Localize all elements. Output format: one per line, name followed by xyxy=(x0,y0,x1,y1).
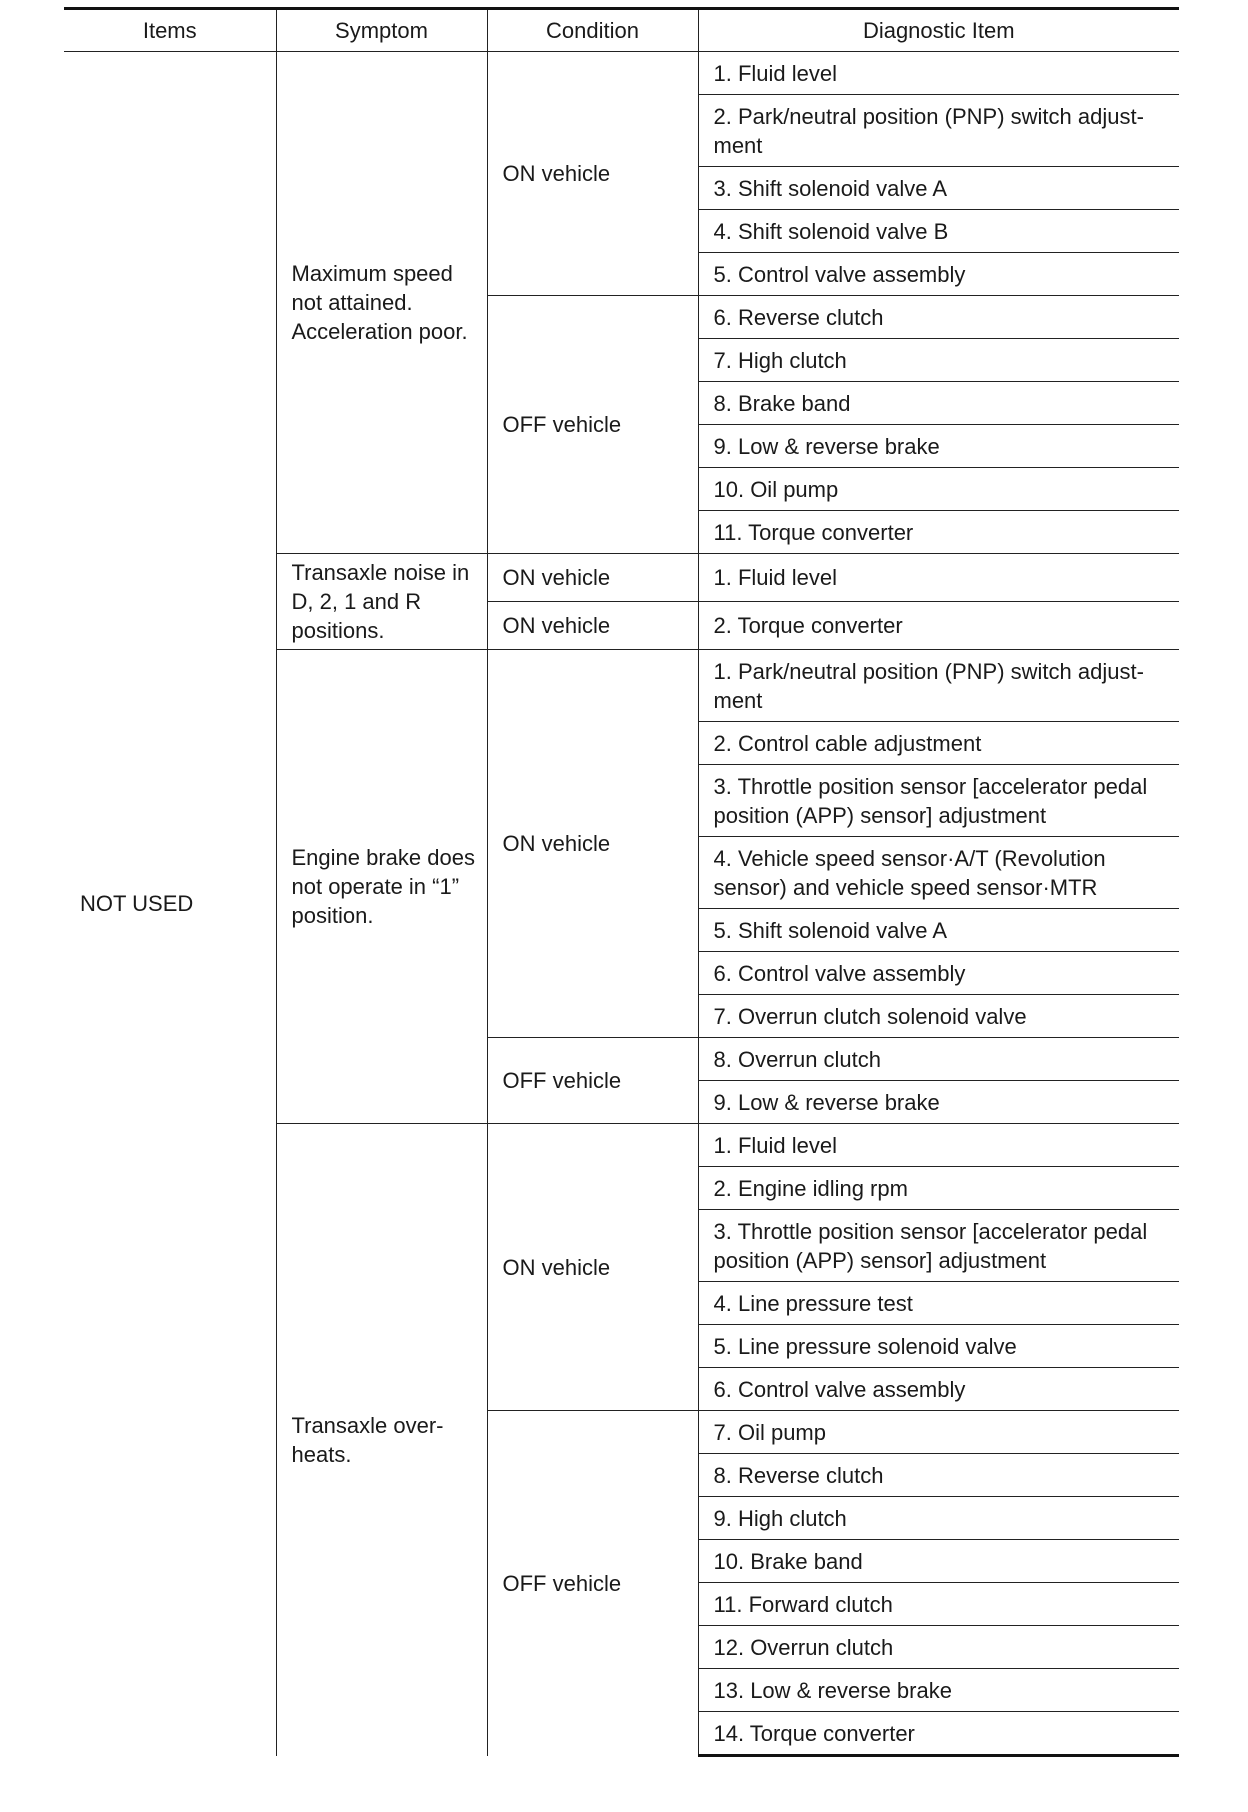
diagnostic-item-cell: 3. Shift solenoid valve A xyxy=(698,167,1179,210)
symptom-cell: Engine brake does not operate in “1” position. xyxy=(276,650,487,1124)
header-symptom: Symptom xyxy=(276,9,487,52)
diagnostic-item-cell: 10. Brake band xyxy=(698,1540,1179,1583)
diagnostic-item-cell: 2. Control cable adjustment xyxy=(698,722,1179,765)
diagnostic-item-cell: 3. Throttle position sensor [accelerator pedal position (APP) sensor] adjustment xyxy=(698,765,1179,837)
items-cell: NOT USED xyxy=(64,52,276,1756)
diagnostic-item-cell: 2. Park/neutral position (PNP) switch adjust-ment xyxy=(698,95,1179,167)
condition-cell: ON vehicle xyxy=(487,1124,698,1411)
symptom-cell: Transaxle noise in D, 2, 1 and R positions. xyxy=(276,554,487,650)
diagnostic-item-cell: 3. Throttle position sensor [accelerator pedal position (APP) sensor] adjustment xyxy=(698,1210,1179,1282)
diagnostic-item-cell: 6. Control valve assembly xyxy=(698,1368,1179,1411)
diagnostic-item-cell: 5. Shift solenoid valve A xyxy=(698,909,1179,952)
diagnostic-item-cell: 9. Low & reverse brake xyxy=(698,425,1179,468)
header-row xyxy=(64,9,1179,52)
diagnostic-item-cell: 13. Low & reverse brake xyxy=(698,1669,1179,1712)
diagnostic-item-cell: 1. Fluid level xyxy=(698,1124,1179,1167)
table-row xyxy=(64,52,1179,95)
diagnostic-item-cell: 8. Reverse clutch xyxy=(698,1454,1179,1497)
diagnostic-item-cell: 5. Control valve assembly xyxy=(698,253,1179,296)
condition-cell: OFF vehicle xyxy=(487,1038,698,1124)
diagnostic-item-cell: 11. Forward clutch xyxy=(698,1583,1179,1626)
symptom-cell: Transaxle over-heats. xyxy=(276,1124,487,1756)
condition-cell: ON vehicle xyxy=(487,52,698,296)
diagnostic-item-cell: 1. Fluid level xyxy=(698,554,1179,602)
header-condition: Condition xyxy=(487,9,698,52)
diagnostic-item-cell: 7. Oil pump xyxy=(698,1411,1179,1454)
diagnostic-item-cell: 2. Torque converter xyxy=(698,602,1179,650)
diagnostic-item-cell: 9. High clutch xyxy=(698,1497,1179,1540)
diagnostic-item-cell: 4. Shift solenoid valve B xyxy=(698,210,1179,253)
diagnostic-table xyxy=(64,7,1179,1757)
condition-cell: OFF vehicle xyxy=(487,296,698,554)
diagnostic-item-cell: 11. Torque converter xyxy=(698,511,1179,554)
diagnostic-item-cell: 1. Park/neutral position (PNP) switch adjust-ment xyxy=(698,650,1179,722)
diagnostic-item-cell: 7. Overrun clutch solenoid valve xyxy=(698,995,1179,1038)
diagnostic-item-cell: 14. Torque converter xyxy=(698,1712,1179,1756)
condition-cell: ON vehicle xyxy=(487,554,698,602)
diagnostic-item-cell: 6. Control valve assembly xyxy=(698,952,1179,995)
diagnostic-item-cell: 9. Low & reverse brake xyxy=(698,1081,1179,1124)
diagnostic-item-cell: 12. Overrun clutch xyxy=(698,1626,1179,1669)
symptom-cell: Maximum speed not attained. Acceleration poor. xyxy=(276,52,487,554)
diagnostic-item-cell: 5. Line pressure solenoid valve xyxy=(698,1325,1179,1368)
header-items: Items xyxy=(64,9,276,52)
condition-cell: ON vehicle xyxy=(487,602,698,650)
table-body xyxy=(64,52,1179,1756)
diagnostic-item-cell: 8. Overrun clutch xyxy=(698,1038,1179,1081)
header-diagnostic-item: Diagnostic Item xyxy=(698,9,1179,52)
diagnostic-item-cell: 10. Oil pump xyxy=(698,468,1179,511)
diagnostic-item-cell: 7. High clutch xyxy=(698,339,1179,382)
diagnostic-item-cell: 4. Vehicle speed sensor·A/T (Revolution sensor) and vehicle speed sensor·MTR xyxy=(698,837,1179,909)
condition-cell: ON vehicle xyxy=(487,650,698,1038)
diagnostic-item-cell: 8. Brake band xyxy=(698,382,1179,425)
condition-cell: OFF vehicle xyxy=(487,1411,698,1756)
diagnostic-item-cell: 1. Fluid level xyxy=(698,52,1179,95)
diagnostic-item-cell: 4. Line pressure test xyxy=(698,1282,1179,1325)
diagnostic-item-cell: 2. Engine idling rpm xyxy=(698,1167,1179,1210)
diagnostic-item-cell: 6. Reverse clutch xyxy=(698,296,1179,339)
